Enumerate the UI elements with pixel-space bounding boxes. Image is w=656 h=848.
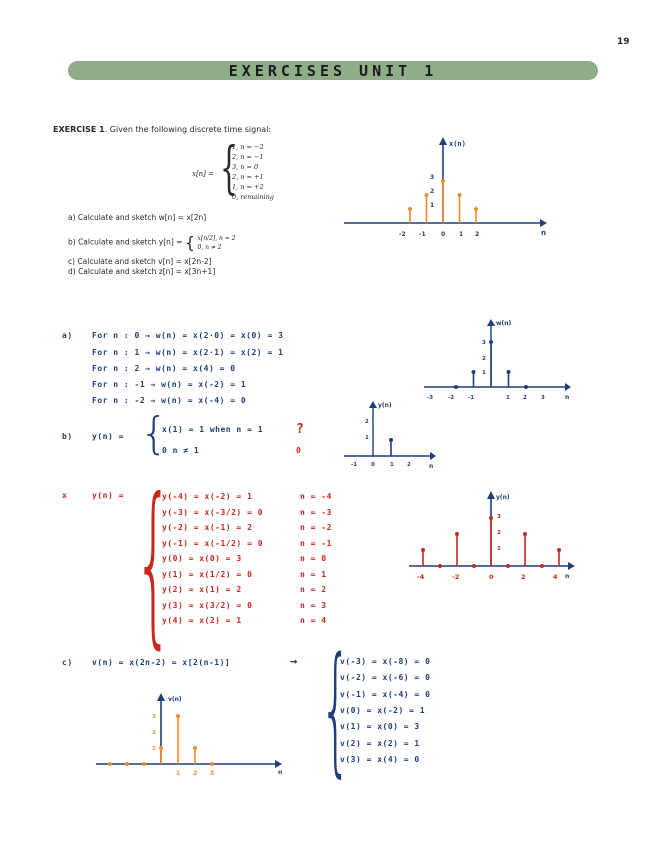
solution-b-label: b) bbox=[62, 432, 73, 441]
graph-x-tick: -2 bbox=[399, 231, 406, 238]
graph-y1-tick: 1 bbox=[390, 462, 394, 468]
graph-w-ymark: 1 bbox=[482, 370, 486, 376]
definition-case: 0, remaining bbox=[232, 193, 274, 201]
graph-y2-tick: 4 bbox=[553, 573, 558, 581]
graph-v-point bbox=[159, 746, 163, 750]
solution-a-line: For n : -2 → w(n) = x(-4) = 0 bbox=[92, 396, 247, 405]
graph-w-tick: 1 bbox=[506, 395, 510, 401]
solution-b-lhs: y(n) = bbox=[92, 432, 124, 441]
graph-w-ymark: 3 bbox=[482, 340, 486, 346]
question-b-case: 0, n ≠ 2̇ bbox=[197, 243, 222, 251]
graph-w-ylabel: w(n) bbox=[496, 320, 512, 327]
graph-y2-ymark: 3 bbox=[497, 514, 501, 520]
graph-v-ylabel: v(n) bbox=[168, 696, 182, 703]
solution-b2-cond: n = -2 bbox=[300, 523, 332, 532]
graph-y1-ymark: 1 bbox=[365, 435, 369, 441]
graph-y2-point bbox=[540, 564, 544, 568]
question-d: d) Calculate and sketch z[n] = x[3n+1] bbox=[68, 267, 216, 276]
graph-w-tick: 3 bbox=[541, 395, 545, 401]
graph-y1-tick: 0 bbox=[371, 462, 375, 468]
question-c: c) Calculate and sketch v[n] = x[2n-2] bbox=[68, 257, 212, 266]
solution-b2-expr: y(2) = x(1) = 2 bbox=[162, 585, 242, 594]
solution-b2-expr: y(4) = x(2) = 1 bbox=[162, 616, 242, 625]
solution-b2-expr: y(-2) = x(-1) = 2 bbox=[162, 523, 253, 532]
solution-a-label: a) bbox=[62, 331, 73, 340]
graph-x-ymark: 1 bbox=[430, 202, 435, 209]
solution-c-row: v(1) = x(0) = 3 bbox=[340, 722, 420, 732]
solution-b2-cond: n = 0 bbox=[300, 554, 327, 563]
graph-x-point bbox=[474, 207, 478, 211]
graph-w-point bbox=[489, 340, 493, 344]
exercise-label: EXERCISE 1 bbox=[53, 125, 105, 134]
graph-y1-tick: -1 bbox=[351, 462, 358, 468]
graph-y2-tick: 0 bbox=[489, 573, 494, 581]
graph-v-point bbox=[108, 762, 112, 766]
graph-y1 bbox=[340, 398, 440, 473]
graph-y2-point bbox=[523, 532, 527, 536]
solution-b2-cond: n = 3 bbox=[300, 600, 327, 610]
graph-y2-point bbox=[455, 532, 459, 536]
graph-y2 bbox=[405, 488, 580, 588]
graph-y2-tick: -2 bbox=[452, 573, 460, 581]
solution-a-line: For n : 0 → w(n) = x(2·0) = x(0) = 3 bbox=[92, 331, 284, 340]
graph-x-xlabel: n bbox=[541, 229, 546, 237]
graph-w-point bbox=[472, 370, 476, 374]
graph-x-point bbox=[425, 193, 429, 197]
graph-y1-tick: 2 bbox=[407, 462, 411, 468]
solution-b2-expr: y(-3) = x(-3/2) = 0 bbox=[162, 507, 264, 517]
graph-y1-ylabel: y(n) bbox=[378, 402, 392, 409]
graph-v-ymark: 1 bbox=[152, 746, 156, 752]
graph-v-point bbox=[176, 714, 180, 718]
graph-x bbox=[340, 135, 550, 245]
question-b bbox=[68, 233, 236, 252]
graph-y2-point bbox=[438, 564, 442, 568]
definition-case: 2, n = −1 bbox=[232, 153, 264, 161]
graph-x-ymark: 3 bbox=[430, 174, 435, 181]
solution-b-case: x(1) = 1 when n = 1 bbox=[162, 425, 264, 434]
question-b-brace: { bbox=[184, 233, 196, 252]
solution-b2-expr: y(1) = x(1/2) = 0 bbox=[162, 569, 253, 579]
solution-b2-cond: n = 4 bbox=[300, 616, 327, 625]
graph-v-point bbox=[193, 746, 197, 750]
solution-b-mark: ? bbox=[296, 422, 305, 437]
exercise-prompt: . Given the following discrete time signal: bbox=[104, 125, 272, 134]
graph-w-tick: 2 bbox=[523, 395, 527, 401]
graph-y1-point bbox=[389, 438, 393, 442]
graph-y2-ymark: 2 bbox=[497, 530, 501, 536]
solution-b2-cond: n = 2 bbox=[300, 585, 327, 594]
solution-b2-cond: n = -1 bbox=[300, 538, 332, 548]
graph-y2-tick: 2 bbox=[521, 573, 526, 581]
graph-v-tick: 1 bbox=[176, 770, 181, 777]
solution-c-row: v(-3) = x(-8) = 0 bbox=[340, 657, 431, 666]
definition-lhs: x[n] = bbox=[192, 170, 215, 178]
graph-y2-point bbox=[557, 548, 561, 552]
graph-v-tick: 3 bbox=[210, 770, 215, 777]
solution-c-row: v(3) = x(4) = 0 bbox=[340, 754, 420, 764]
solution-b-mark: 0 bbox=[296, 446, 302, 455]
solution-a-line: For n : -1 → w(n) = x(-2) = 1 bbox=[92, 380, 247, 389]
graph-w-ymark: 2 bbox=[482, 356, 486, 362]
graph-v-point bbox=[125, 762, 129, 766]
solution-b2-cond: n = -4 bbox=[300, 492, 332, 501]
graph-x-point bbox=[458, 193, 462, 197]
graph-y2-ylabel: y(n) bbox=[496, 494, 510, 501]
solution-c-main: v(n) = x(2n-2) = x[2(n-1)] bbox=[92, 658, 231, 667]
graph-y2-point bbox=[489, 516, 493, 520]
solution-c-row: v(-2) = x(-6) = 0 bbox=[340, 673, 431, 683]
graph-w-tick: -1 bbox=[468, 395, 475, 401]
graph-v-point bbox=[210, 762, 214, 766]
solution-b2-brace: { bbox=[134, 462, 173, 665]
page-number: 19 bbox=[617, 37, 630, 47]
solution-b2-expr: y(0) = x(0) = 3 bbox=[162, 554, 242, 563]
graph-y2-point bbox=[472, 564, 476, 568]
graph-w-point bbox=[454, 385, 458, 389]
graph-x-tick: 2 bbox=[475, 231, 480, 238]
graph-v-tick: 2 bbox=[193, 770, 198, 777]
solution-b2-cond: n = -3 bbox=[300, 507, 332, 517]
definition-case: 1, n = −2 bbox=[232, 143, 264, 151]
graph-x-tick: 0 bbox=[441, 231, 446, 238]
graph-v-ymark: 3 bbox=[152, 714, 156, 720]
graph-x-point bbox=[408, 207, 412, 211]
graph-v-ymark: 2 bbox=[152, 730, 156, 736]
definition-case: 3, n = 0 bbox=[232, 163, 259, 171]
solution-b2-cond: n = 1 bbox=[300, 569, 327, 579]
solution-b2-expr: y(-4) = x(-2) = 1 bbox=[162, 492, 253, 501]
exercise-heading bbox=[53, 125, 271, 134]
solution-c-label: c) bbox=[62, 658, 73, 667]
solution-c-row: v(0) = x(-2) = 1 bbox=[340, 705, 426, 715]
definition-case: 1, n = +2 bbox=[232, 183, 264, 191]
graph-y1-ymark: 2 bbox=[365, 419, 369, 425]
graph-x-ymark: 2 bbox=[430, 188, 435, 195]
graph-w-point bbox=[524, 385, 528, 389]
graph-v bbox=[92, 690, 292, 780]
question-b-case: x[n/2], n = 2̇ bbox=[197, 234, 236, 242]
graph-w bbox=[420, 316, 580, 401]
solution-b2-lhs: y(n) = bbox=[92, 491, 124, 500]
solution-a-line: For n : 1 → w(n) = x(2·1) = x(2) = 1 bbox=[92, 348, 284, 357]
solution-b2-expr: y(-1) = x(-1/2) = 0 bbox=[162, 538, 264, 548]
graph-y1-xlabel: n bbox=[429, 463, 434, 470]
definition-brace: { bbox=[220, 136, 238, 201]
graph-v-point bbox=[142, 762, 146, 766]
graph-y2-point bbox=[421, 548, 425, 552]
graph-x-point bbox=[441, 179, 445, 183]
graph-w-tick: -2 bbox=[448, 395, 455, 401]
solution-b2-expr: y(3) = x(3/2) = 0 bbox=[162, 600, 253, 610]
graph-x-tick: 1 bbox=[459, 231, 464, 238]
graph-x-ylabel: x(n) bbox=[449, 140, 466, 148]
solution-b-case: 0 n ≠ 1 bbox=[162, 446, 200, 455]
graph-w-tick: -3 bbox=[427, 395, 434, 401]
definition-case: 2, n = +1 bbox=[232, 173, 264, 181]
solution-c-brace: { bbox=[320, 628, 352, 791]
solution-b2-label: x bbox=[62, 491, 68, 500]
banner-title: EXERCISES UNIT 1 bbox=[228, 62, 438, 80]
graph-y2-xlabel: n bbox=[565, 573, 570, 580]
solution-b-brace: { bbox=[140, 408, 168, 459]
solution-c-arrow: → bbox=[290, 654, 298, 668]
solution-c-row: v(2) = x(2) = 1 bbox=[340, 738, 420, 748]
graph-y2-tick: -4 bbox=[417, 573, 425, 581]
signal-definition bbox=[192, 136, 292, 205]
graph-w-point bbox=[507, 370, 511, 374]
solution-a-line: For n : 2 → w(n) = x(4) = 0 bbox=[92, 364, 236, 373]
question-a: a) Calculate and sketch w[n] = x[2n] bbox=[68, 213, 207, 222]
graph-w-xlabel: n bbox=[565, 394, 570, 401]
graph-y2-ymark: 1 bbox=[497, 546, 501, 552]
solution-c-row: v(-1) = x(-4) = 0 bbox=[340, 689, 431, 699]
question-b-text: b) Calculate and sketch y[n] = bbox=[68, 237, 183, 247]
title-banner bbox=[68, 61, 598, 80]
graph-v-xlabel: n bbox=[278, 769, 283, 776]
graph-x-tick: -1 bbox=[419, 231, 426, 238]
graph-y2-point bbox=[506, 564, 510, 568]
